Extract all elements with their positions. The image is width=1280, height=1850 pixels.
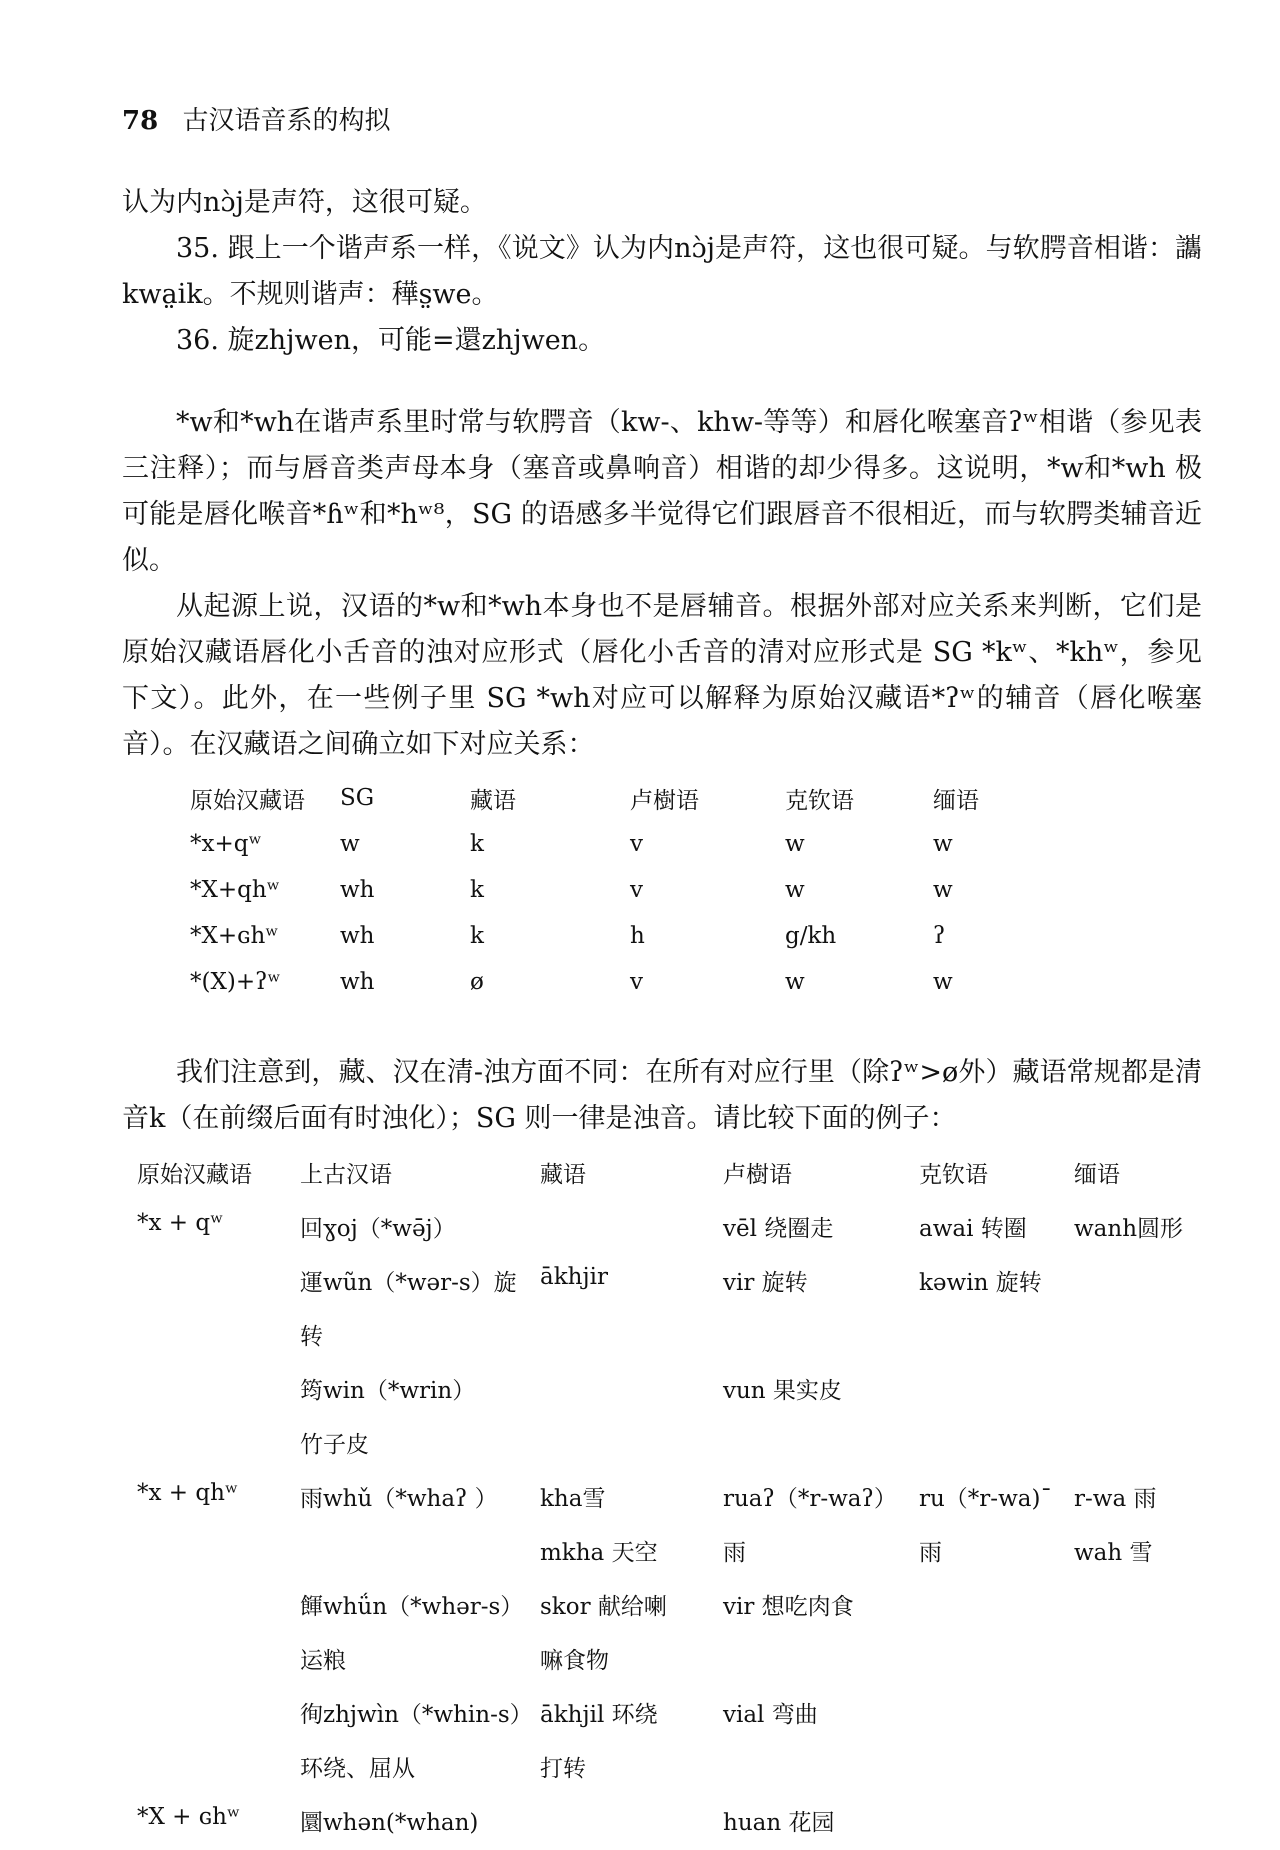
table-header: 藏语 <box>540 1162 586 1188</box>
table-cell <box>919 1580 1074 1634</box>
table-row <box>137 1202 1184 1256</box>
table-cell <box>540 1310 723 1364</box>
table-cell <box>919 1418 1074 1472</box>
table-header: 缅语 <box>1074 1162 1120 1188</box>
table-header: 卢樹语 <box>630 787 699 814</box>
book-title: 古汉语音系的构拟 <box>182 106 391 136</box>
table-cell: k <box>470 923 484 949</box>
table-cell <box>137 1310 300 1364</box>
table-cell: v <box>630 969 643 995</box>
table-cell: *x+qʷ <box>190 831 262 857</box>
table-cell: 打转 <box>540 1756 586 1782</box>
table-row <box>137 1580 1184 1634</box>
table-cell: *x + qhʷ <box>137 1480 239 1506</box>
table-header: 克钦语 <box>785 787 854 814</box>
table-row <box>190 821 1013 867</box>
table-row <box>137 1472 1184 1526</box>
table-cell <box>919 1796 1074 1850</box>
table-cell: 運wũn（*wər-s）旋 <box>300 1270 517 1296</box>
table-cell: *X+qhʷ <box>190 877 281 903</box>
table-cell <box>540 1202 723 1256</box>
footnotes <box>122 180 1202 364</box>
page-number: 78 <box>122 106 159 136</box>
table-cell <box>1074 1256 1184 1310</box>
table-cell: kha雪 <box>540 1486 606 1512</box>
table-cell: ʔ <box>933 923 946 949</box>
table-cell: 雨 <box>723 1540 746 1566</box>
paragraph: *w和*wh在谐声系里时常与软腭音（kw-、khw-等等）和唇化喉塞音ʔʷ相谐（参见表三注释）；而与唇音类声母本身（塞音或鼻响音）相谐的却少得多。这说明，*w和*wh 极可能是唇化喉音*ɦʷ和*hʷ⁸，SG 的语感多半觉得它们跟唇音不很相近，而与软腭类辅音近似。 <box>122 407 1202 576</box>
paragraph: 从起源上说，汉语的*w和*wh本身也不是唇辅音。根据外部对应关系来判断，它们是原始汉藏语唇化小舌音的浊对应形式（唇化小舌音的清对应形式是 SG *kʷ、*khʷ，参见下文）。此外，在一些例子里 SG *wh对应可以解释为原始汉藏语*ʔʷ的辅音（唇化喉塞音）。在汉藏语之间确立如下对应关系： <box>122 591 1202 760</box>
table-cell <box>1074 1634 1184 1688</box>
table-row <box>137 1742 1184 1796</box>
table-cell: 回ɣoj（*wə̄j） <box>300 1216 456 1242</box>
table-cell: 雨 <box>919 1540 942 1566</box>
table-cell: v <box>630 877 643 903</box>
table-cell <box>137 1418 300 1472</box>
table-cell: huan 花园 <box>723 1810 835 1836</box>
table-cell: vir 想吃肉食 <box>723 1594 854 1620</box>
table-cell <box>1074 1418 1184 1472</box>
table-cell <box>919 1688 1074 1742</box>
examples-table <box>137 1148 1184 1850</box>
table-cell: wh <box>340 923 375 949</box>
table-cell <box>919 1634 1074 1688</box>
table-cell: 竹子皮 <box>300 1432 369 1458</box>
table-cell: ākhjil 环绕 <box>540 1702 658 1728</box>
table-header: 藏语 <box>470 787 516 814</box>
table-cell <box>1074 1580 1184 1634</box>
table-cell: w <box>340 831 360 857</box>
table-header: 原始汉藏语 <box>190 787 305 814</box>
table-cell: ru（*r-wa)ˉ <box>919 1486 1052 1512</box>
table-header-row <box>137 1148 1184 1202</box>
table-cell <box>137 1364 300 1418</box>
table-cell: *(X)+ʔʷ <box>190 969 281 995</box>
table-cell: 嘛食物 <box>540 1648 609 1674</box>
table-cell: wah 雪 <box>1074 1540 1153 1566</box>
note-36: 36. 旋zhjwen，可能=還zhjwen。 <box>176 325 606 356</box>
table-cell: k <box>470 831 484 857</box>
table-row <box>137 1364 1184 1418</box>
table-cell: w <box>933 969 953 995</box>
table-cell: vir 旋转 <box>723 1270 808 1296</box>
table-cell: w <box>785 969 805 995</box>
table-cell: ø <box>470 969 484 995</box>
table-cell <box>723 1742 919 1796</box>
table-cell <box>540 1796 723 1850</box>
table-cell: vun 果实皮 <box>723 1378 842 1404</box>
table-header: 缅语 <box>933 787 979 814</box>
table-cell <box>137 1688 300 1742</box>
table-cell: wh <box>340 877 375 903</box>
table-row <box>137 1634 1184 1688</box>
table-cell <box>137 1256 300 1310</box>
table-cell <box>1074 1796 1184 1850</box>
table-row <box>137 1418 1184 1472</box>
table-cell <box>1074 1688 1184 1742</box>
table-cell: 雨whǔ（*whaʔ ） <box>300 1486 498 1512</box>
table-cell: w <box>933 877 953 903</box>
table-row <box>137 1256 1184 1310</box>
table-header-row <box>190 775 1013 821</box>
table-cell: 运粮 <box>300 1648 346 1674</box>
table-cell <box>137 1580 300 1634</box>
table-cell: 徇zhjwìn（*whin-s） <box>300 1702 533 1728</box>
table-row <box>137 1526 1184 1580</box>
table-cell <box>540 1364 723 1418</box>
table-cell: 圜whən(*whan) <box>300 1810 479 1836</box>
table-cell <box>919 1364 1074 1418</box>
table-cell <box>137 1526 300 1580</box>
table-cell: v <box>630 831 643 857</box>
paragraph: 我们注意到，藏、汉在清-浊方面不同：在所有对应行里（除ʔʷ>ø外）藏语常规都是清音k（在前缀后面有时浊化）；SG 则一律是浊音。请比较下面的例子： <box>122 1057 1202 1134</box>
table-cell: awai 转圈 <box>919 1216 1027 1242</box>
table-cell: ruaʔ（*r-waʔ） <box>723 1486 897 1512</box>
table-cell <box>919 1310 1074 1364</box>
table-cell: h <box>630 923 645 949</box>
table-cell <box>723 1310 919 1364</box>
main-text <box>122 400 1202 768</box>
table-cell <box>300 1526 540 1580</box>
table-cell: g/kh <box>785 923 837 949</box>
table-cell: w <box>933 831 953 857</box>
table-header: 克钦语 <box>919 1162 988 1188</box>
table-cell: 环绕、屈从 <box>300 1756 415 1782</box>
table-cell <box>540 1418 723 1472</box>
table-cell: w <box>785 831 805 857</box>
table-cell: wh <box>340 969 375 995</box>
table-header: 上古汉语 <box>300 1162 392 1188</box>
table-cell: ākhjir <box>540 1264 608 1290</box>
table-header: 原始汉藏语 <box>137 1162 252 1188</box>
table-cell: *X+ɢhʷ <box>190 923 279 949</box>
table-cell <box>137 1634 300 1688</box>
table-header: 卢樹语 <box>723 1162 792 1188</box>
table-cell: skor 献给喇 <box>540 1594 667 1620</box>
table-cell: w <box>785 877 805 903</box>
table-cell: vial 弯曲 <box>723 1702 818 1728</box>
table-cell: 餫whǘn（*whər-s） <box>300 1594 524 1620</box>
table-cell: 转 <box>300 1324 323 1350</box>
table-header: SG <box>340 785 375 811</box>
note-35: 35. 跟上一个谐声系一样，《说文》认为内nɔ̀j是声符，这也很可疑。与软腭音相谐：讗kwa̤ik。不规则谐声：䅿s̤we。 <box>122 233 1202 310</box>
table-cell: wanh圆形 <box>1074 1216 1184 1242</box>
table-cell: 筠win（*wrin） <box>300 1378 476 1404</box>
table-cell: *x + qʷ <box>137 1210 224 1236</box>
table-cell: vēl 绕圈走 <box>723 1216 834 1242</box>
table-row <box>137 1310 1184 1364</box>
table-cell: r-wa 雨 <box>1074 1486 1157 1512</box>
table-cell <box>723 1418 919 1472</box>
table-row <box>137 1688 1184 1742</box>
table-row <box>190 867 1013 913</box>
table-cell <box>137 1742 300 1796</box>
table-cell <box>723 1634 919 1688</box>
main-text-continued <box>122 1050 1202 1142</box>
table-row <box>190 913 1013 959</box>
table-cell: kəwin 旋转 <box>919 1270 1042 1296</box>
table-cell <box>919 1742 1074 1796</box>
table-row <box>137 1796 1184 1850</box>
note-continuation: 认为内nɔ̀j是声符，这很可疑。 <box>122 187 487 218</box>
correspondence-table <box>190 775 1013 1005</box>
table-cell <box>1074 1310 1184 1364</box>
table-cell: *X + ɢhʷ <box>137 1804 241 1830</box>
table-row <box>190 959 1013 1005</box>
table-cell: k <box>470 877 484 903</box>
table-cell <box>1074 1364 1184 1418</box>
table-cell <box>1074 1742 1184 1796</box>
table-cell: mkha 天空 <box>540 1540 658 1566</box>
page-header <box>122 100 390 137</box>
